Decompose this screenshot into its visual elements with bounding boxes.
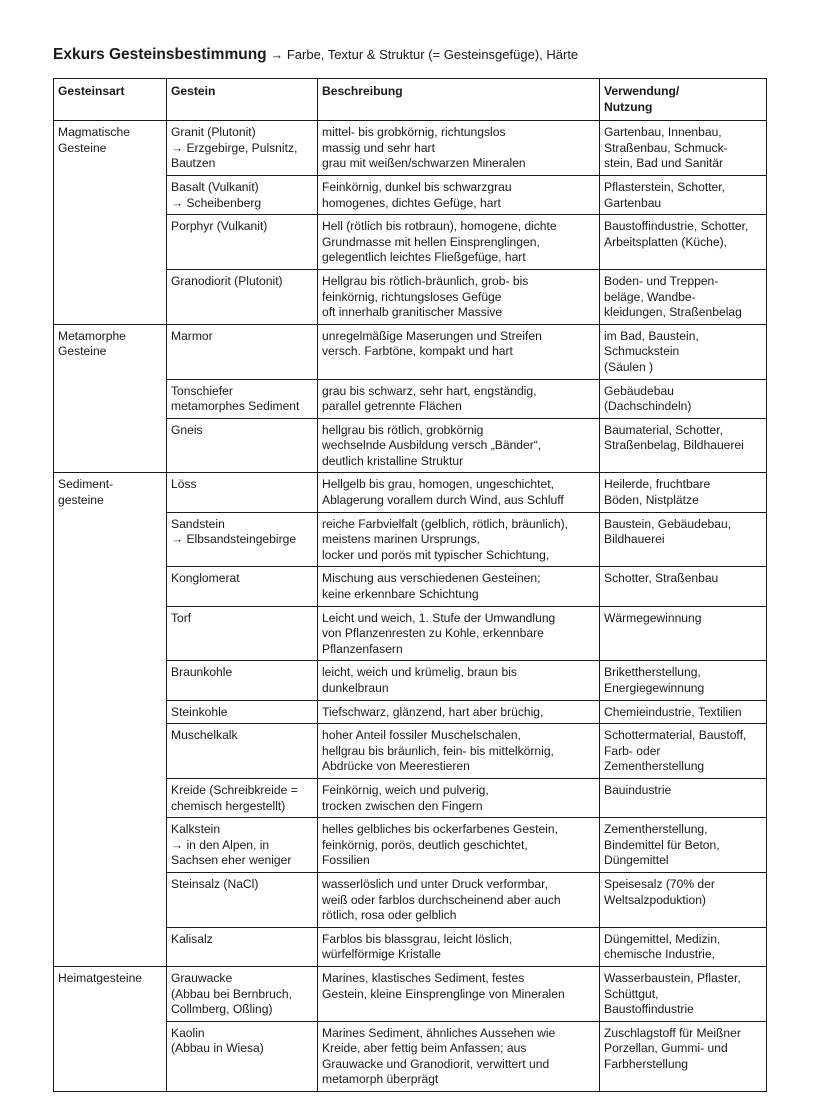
table-body: [54, 121, 767, 1092]
rock-description-cell: Marines, klastisches Sediment, festes Gestein, kleine Einsprenglinge von Mineralen: [318, 966, 600, 1021]
rock-name-cell: Steinkohle: [167, 700, 318, 724]
rock-description-cell: Farblos bis blassgrau, leicht löslich, würfelförmige Kristalle: [318, 927, 600, 966]
rock-category-cell: Metamorphe Gesteine: [54, 324, 167, 473]
rock-name-cell: Sandstein → Elbsandsteingebirge: [167, 512, 318, 567]
column-header-gesteinsart: Gesteinsart: [54, 79, 167, 121]
rock-name-cell: Kaolin (Abbau in Wiesa): [167, 1021, 318, 1091]
rock-usage-cell: Bauindustrie: [600, 778, 767, 817]
rock-name-cell: Gneis: [167, 418, 318, 473]
rock-description-cell: hellgrau bis rötlich, grobkörnig wechselnde Ausbildung versch „Bänder“, deutlich kristalline Struktur: [318, 418, 600, 473]
rock-description-cell: hoher Anteil fossiler Muschelschalen, hellgrau bis bräunlich, fein- bis mittelkörnig, Abdrücke von Meerestieren: [318, 724, 600, 779]
rock-usage-cell: Brikettherstellung, Energiegewinnung: [600, 661, 767, 700]
table-row: [54, 473, 767, 512]
rock-description-cell: Feinkörnig, dunkel bis schwarzgrau homogenes, dichtes Gefüge, hart: [318, 175, 600, 214]
rock-description-cell: Leicht und weich, 1. Stufe der Umwandlung von Pflanzenresten zu Kohle, erkennbare Pflanzenfasern: [318, 606, 600, 661]
rock-description-cell: mittel- bis grobkörnig, richtungslos massig und sehr hart grau mit weißen/schwarzen Mineralen: [318, 121, 600, 176]
rock-description-cell: Tiefschwarz, glänzend, hart aber brüchig,: [318, 700, 600, 724]
table-row: [54, 121, 767, 176]
rock-classification-table: [53, 78, 767, 1092]
page-title: [53, 46, 578, 64]
rock-description-cell: Mischung aus verschiedenen Gesteinen; keine erkennbare Schichtung: [318, 567, 600, 606]
rock-description-cell: wasserlöslich und unter Druck verformbar, weiß oder farblos durchscheinend aber auch rötlich, rosa oder gelblich: [318, 872, 600, 927]
rock-description-cell: Hellgelb bis grau, homogen, ungeschichtet, Ablagerung vorallem durch Wind, aus Schluff: [318, 473, 600, 512]
rock-name-cell: Kreide (Schreibkreide = chemisch hergestellt): [167, 778, 318, 817]
rock-usage-cell: Baustein, Gebäudebau, Bildhauerei: [600, 512, 767, 567]
rock-name-cell: Kalkstein → in den Alpen, in Sachsen eher weniger: [167, 818, 318, 873]
rock-usage-cell: Wasserbaustein, Pflaster, Schüttgut, Baustoffindustrie: [600, 966, 767, 1021]
rock-category-cell: Heimatgesteine: [54, 966, 167, 1091]
rock-description-cell: unregelmäßige Maserungen und Streifen versch. Farbtöne, kompakt und hart: [318, 324, 600, 379]
rock-description-cell: reiche Farbvielfalt (gelblich, rötlich, bräunlich), meistens marinen Ursprungs, locker und porös mit typischer Schichtung,: [318, 512, 600, 567]
rock-name-cell: Tonschiefer metamorphes Sediment: [167, 379, 318, 418]
rock-name-cell: Löss: [167, 473, 318, 512]
rock-name-cell: Muschelkalk: [167, 724, 318, 779]
rock-usage-cell: Schotter, Straßenbau: [600, 567, 767, 606]
rock-description-cell: Hellgrau bis rötlich-bräunlich, grob- bis feinkörnig, richtungsloses Gefüge oft innerhalb granitischer Massive: [318, 269, 600, 324]
rock-name-cell: Porphyr (Vulkanit): [167, 215, 318, 270]
rock-name-cell: Granodiorit (Plutonit): [167, 269, 318, 324]
column-header-verwendung: Verwendung/ Nutzung: [600, 79, 767, 121]
page-title-bold: Exkurs Gesteinsbestimmung: [53, 46, 267, 63]
rock-description-cell: Feinkörnig, weich und pulverig, trocken zwischen den Fingern: [318, 778, 600, 817]
rock-name-cell: Kalisalz: [167, 927, 318, 966]
rock-usage-cell: Schottermaterial, Baustoff, Farb- oder Zementherstellung: [600, 724, 767, 779]
rock-usage-cell: Heilerde, fruchtbare Böden, Nistplätze: [600, 473, 767, 512]
rock-name-cell: Konglomerat: [167, 567, 318, 606]
page-title-subtitle: → Farbe, Textur & Struktur (= Gesteinsgefüge), Härte: [266, 47, 579, 62]
rock-usage-cell: Wärmegewinnung: [600, 606, 767, 661]
table-header-row: [54, 79, 767, 121]
rock-usage-cell: Boden- und Treppen- beläge, Wandbe- kleidungen, Straßenbelag: [600, 269, 767, 324]
rock-description-cell: grau bis schwarz, sehr hart, engständig, parallel getrennte Flächen: [318, 379, 600, 418]
column-header-gestein: Gestein: [167, 79, 318, 121]
rock-description-cell: Hell (rötlich bis rotbraun), homogene, dichte Grundmasse mit hellen Einsprenglingen, gelegentlich leichtes Fließgefüge, hart: [318, 215, 600, 270]
rock-usage-cell: Düngemittel, Medizin, chemische Industrie,: [600, 927, 767, 966]
rock-usage-cell: Baustoffindustrie, Schotter, Arbeitsplatten (Küche),: [600, 215, 767, 270]
rock-name-cell: Marmor: [167, 324, 318, 379]
rock-usage-cell: Zementherstellung, Bindemittel für Beton, Düngemittel: [600, 818, 767, 873]
rock-usage-cell: Zuschlagstoff für Meißner Porzellan, Gummi- und Farbherstellung: [600, 1021, 767, 1091]
rock-usage-cell: Gebäudebau (Dachschindeln): [600, 379, 767, 418]
rock-usage-cell: im Bad, Baustein, Schmuckstein (Säulen ): [600, 324, 767, 379]
rock-usage-cell: Gartenbau, Innenbau, Straßenbau, Schmuck- stein, Bad und Sanitär: [600, 121, 767, 176]
table-row: [54, 324, 767, 379]
rock-usage-cell: Chemieindustrie, Textilien: [600, 700, 767, 724]
rock-name-cell: Granit (Plutonit) → Erzgebirge, Pulsnitz, Bautzen: [167, 121, 318, 176]
rock-name-cell: Grauwacke (Abbau bei Bernbruch, Collmberg, Oßling): [167, 966, 318, 1021]
rock-category-cell: Sediment- gesteine: [54, 473, 167, 966]
rock-description-cell: leicht, weich und krümelig, braun bis dunkelbraun: [318, 661, 600, 700]
rock-name-cell: Basalt (Vulkanit) → Scheibenberg: [167, 175, 318, 214]
table-row: [54, 966, 767, 1021]
rock-description-cell: Marines Sediment, ähnliches Aussehen wie Kreide, aber fettig beim Anfassen; aus Grauwacke und Granodiorit, verwittert und metamorph überprägt: [318, 1021, 600, 1091]
column-header-beschreibung: Beschreibung: [318, 79, 600, 121]
rock-usage-cell: Baumaterial, Schotter, Straßenbelag, Bildhauerei: [600, 418, 767, 473]
rock-name-cell: Torf: [167, 606, 318, 661]
rock-name-cell: Steinsalz (NaCl): [167, 872, 318, 927]
rock-description-cell: helles gelbliches bis ockerfarbenes Gestein, feinkörnig, porös, deutlich geschichtet, Fossilien: [318, 818, 600, 873]
rock-name-cell: Braunkohle: [167, 661, 318, 700]
rock-category-cell: Magmatische Gesteine: [54, 121, 167, 325]
rock-usage-cell: Pflasterstein, Schotter, Gartenbau: [600, 175, 767, 214]
rock-usage-cell: Speisesalz (70% der Weltsalzpoduktion): [600, 872, 767, 927]
